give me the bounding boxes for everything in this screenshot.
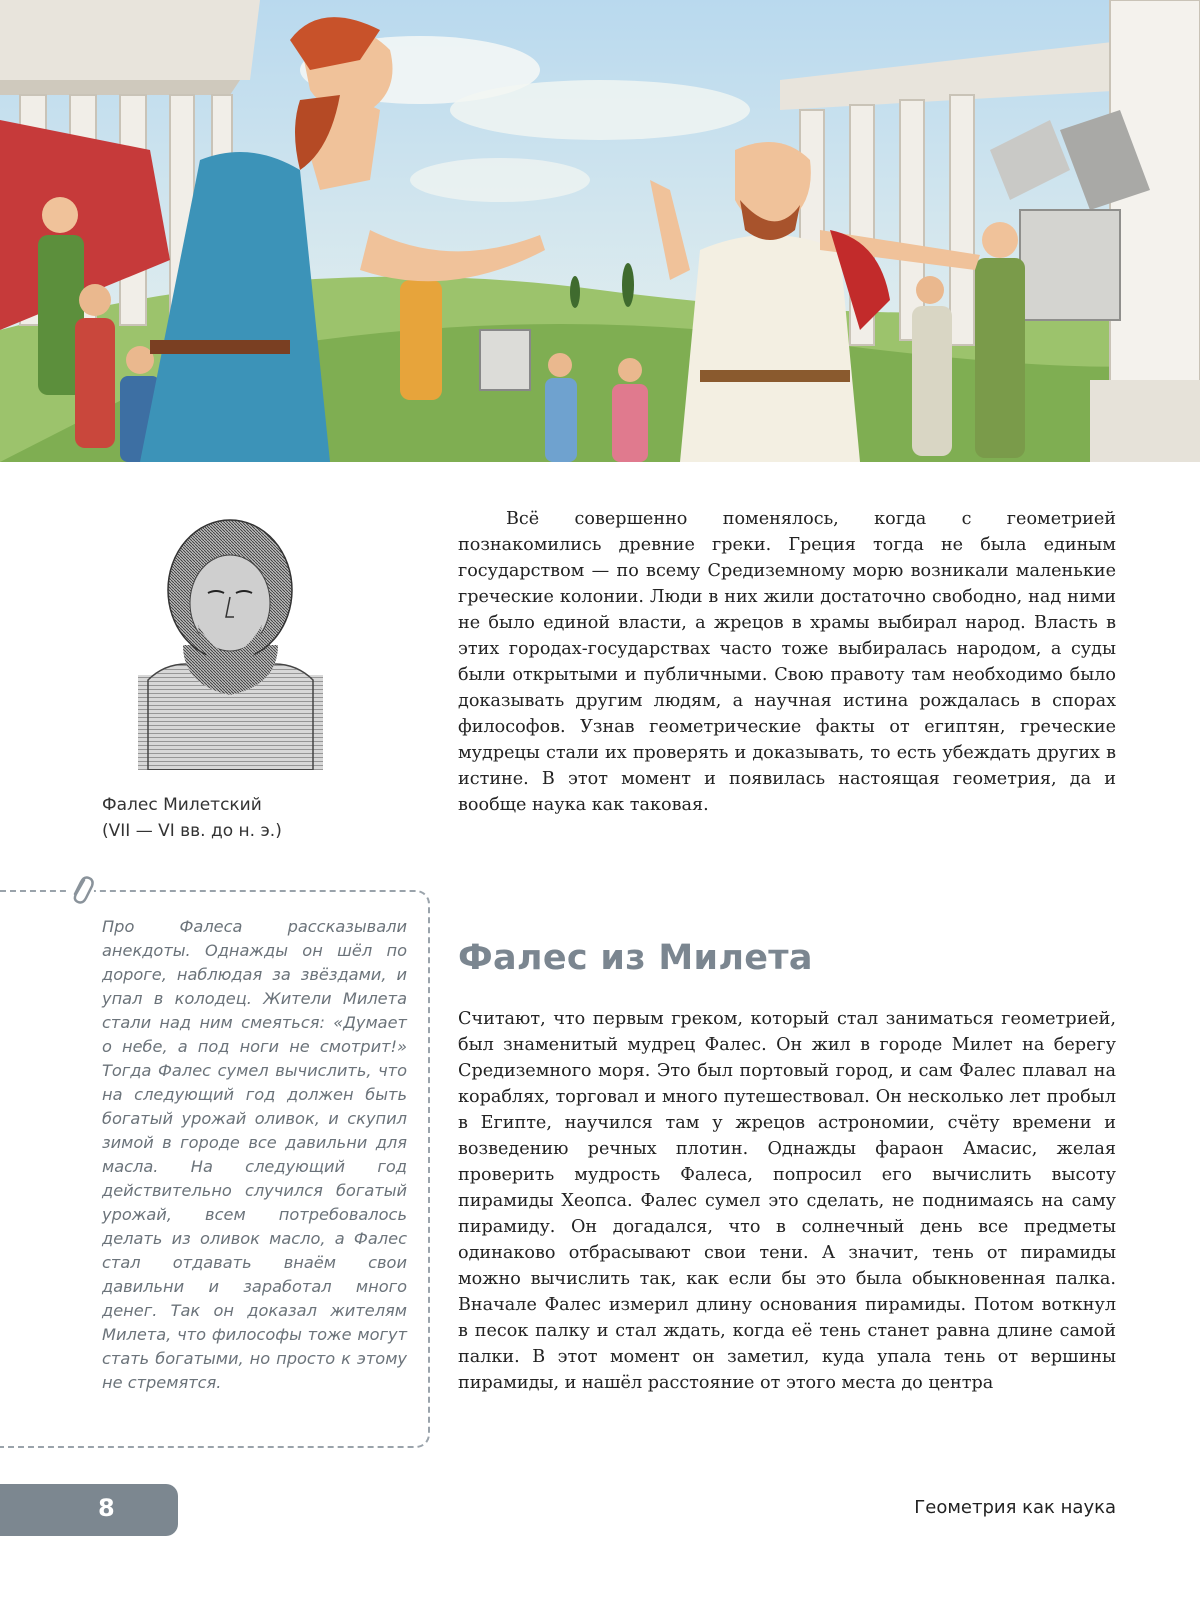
page-number-tab	[0, 1484, 178, 1536]
hero-illustration	[0, 0, 1200, 462]
caption-dates: (VII — VI вв. до н. э.)	[102, 821, 282, 841]
portrait-caption	[102, 792, 402, 844]
caption-name: Фалес Милетский	[102, 795, 262, 815]
paperclip-icon	[66, 872, 94, 908]
running-footer: Геометрия как наука	[914, 1497, 1116, 1518]
thales-portrait	[138, 505, 323, 770]
section-paragraph: Считают, что первым греком, который стал заниматься геометрией, был знаменитый мудрец Фалес. Он жил в городе Милет на берегу Средиземного моря. Это был портовый город, и сам Фалес плавал на кораблях, торговал и много путешествовал. Он несколько лет пробыл в Египте, научился там у жрецов астрономии, счёту времени и возведению речных плотин. Однажды фараон Амасис, желая проверить мудрость Фалеса, попросил его вычислить высоту пирамиды Хеопса. Фалес сумел это сделать, не поднимаясь на саму пирамиду. Он догадался, что в солнечный день все предметы одинаково отбрасывают свои тени. А значит, тень от пирамиды можно вычислить так, как если бы это была обыкновенная палка. Вначале Фалес измерил длину основания пирамиды. Потом воткнул в песок палку и стал ждать, когда её тень станет равна длине самой палки. В этот момент он заметил, куда упала тень от вершины пирамиды, и нашёл расстояние от этого места до центра	[458, 1009, 1116, 1393]
page-number: 8	[98, 1494, 115, 1522]
section-heading: Фалес из Милета	[458, 938, 813, 978]
intro-paragraph: Всё совершенно поменялось, когда с геометрией познакомились древние греки. Греция тогда не была единым государством — по всему Средиземному морю возникали маленькие греческие колонии. Люди в них жили достаточно свободно, над ними не было единой власти, а жрецов в храмы выбирал народ. Власть в этих городах-государствах часто тоже выбиралась народом, а суды были открытыми и публичными. Свою правоту там необходимо было доказывать другим людям, а научная истина рождалась в спорах философов. Узнав геометрические факты от египтян, греческие мудрецы стали их проверять и доказывать, то есть убеждать других в истине. В этот момент и появилась настоящая геометрия, да и вообще наука как таковая.	[458, 509, 1116, 815]
side-note-text: Про Фалеса рассказывали анекдоты. Однажды он шёл по дороге, наблюдая за звёздами, и упал в колодец. Жители Милета стали над ним смеяться: «Думает о небе, а под ноги не смотрит!» Тогда Фалес сумел вычислить, что на следующий год должен быть богатый урожай оливок, и скупил зимой в городе все давильни для масла. На следующий год действительно случился богатый урожай, всем потребовалось делать из оливок масло, а Фалес стал отдавать внаём свои давильни и заработал много денег. Так он доказал жителям Милета, что философы тоже могут стать богатыми, но просто к этому не стремятся.	[102, 917, 407, 1392]
